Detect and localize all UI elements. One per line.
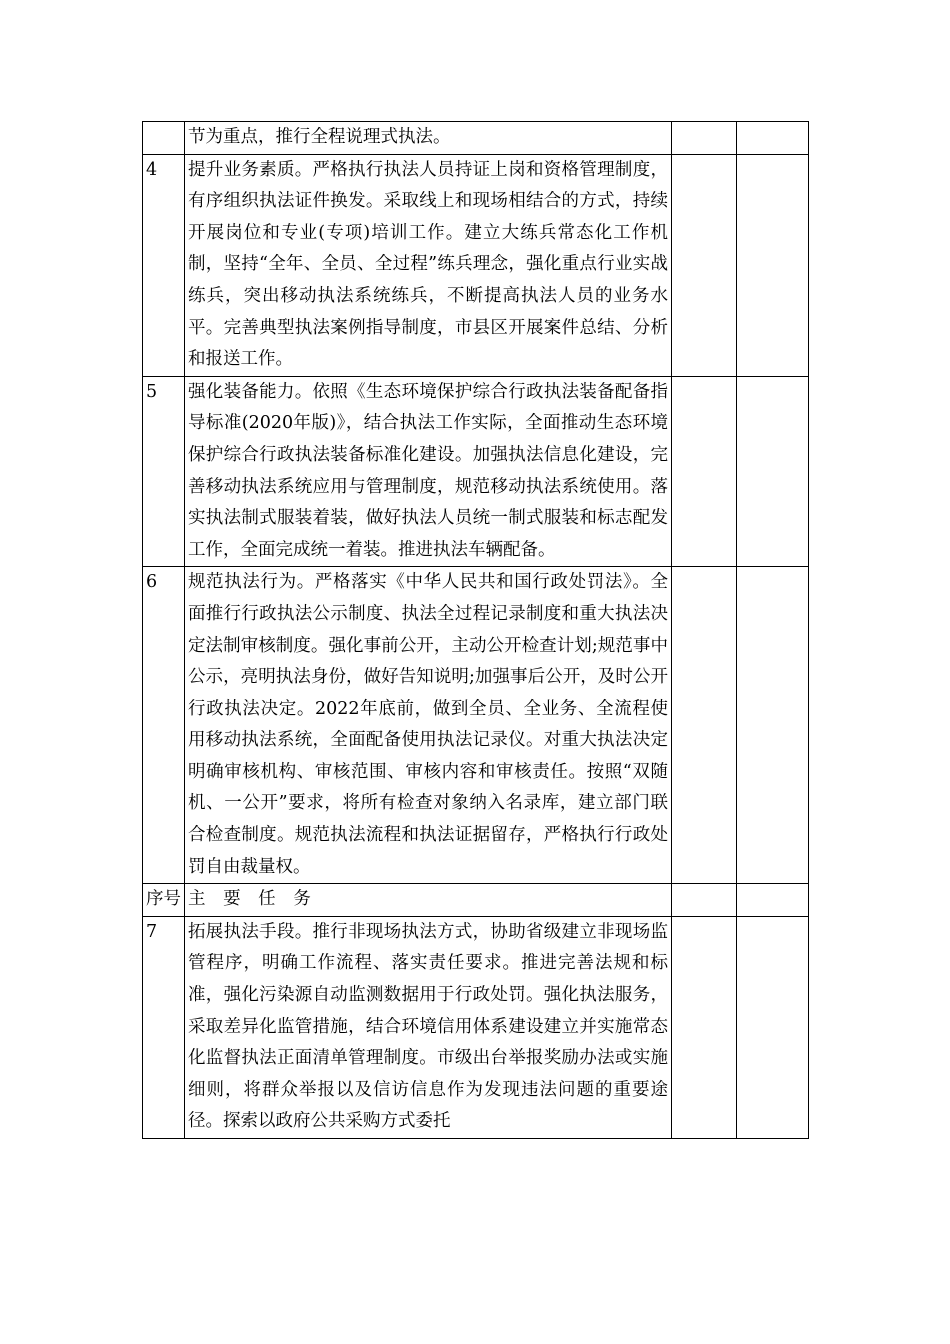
task-table	[142, 121, 809, 1139]
blank-cell	[672, 154, 737, 376]
row-task-text: 提升业务素质。严格执行执法人员持证上岗和资格管理制度，有序组织执法证件换发。采取线上和现场相结合的方式，持续开展岗位和专业(专项)培训工作。建立大练兵常态化工作机制，坚持“全年、全员、全过程”练兵理念，强化重点行业实战练兵，突出移动执法系统练兵，不断提高执法人员的业务水平。完善典型执法案例指导制度，市县区开展案件总结、分析和报送工作。	[185, 154, 672, 376]
table-row	[143, 376, 809, 567]
blank-cell	[737, 154, 809, 376]
row-index	[143, 122, 185, 155]
row-task-text: 强化装备能力。依照《生态环境保护综合行政执法装备配备指导标准(2020年版)》，结合执法工作实际，全面推动生态环境保护综合行政执法装备标准化建设。加强执法信息化建设，完善移动执法系统应用与管理制度，规范移动执法系统使用。落实执法制式服装着装，做好执法人员统一制式服装和标志配发工作，全面完成统一着装。推进执法车辆配备。	[185, 376, 672, 567]
blank-cell	[672, 916, 737, 1138]
blank-cell	[737, 916, 809, 1138]
table-row	[143, 122, 809, 155]
table-row	[143, 567, 809, 884]
row-task-text: 规范执法行为。严格落实《中华人民共和国行政处罚法》。全面推行行政执法公示制度、执法全过程记录制度和重大执法决定法制审核制度。强化事前公开，主动公开检查计划;规范事中公示，亮明执法身份，做好告知说明;加强事后公开，及时公开行政执法决定。2022年底前，做到全员、全业务、全流程使用移动执法系统，全面配备使用执法记录仪。对重大执法决定明确审核机构、审核范围、审核内容和审核责任。按照“双随机、一公开”要求，将所有检查对象纳入名录库，建立部门联合检查制度。规范执法流程和执法证据留存，严格执行行政处罚自由裁量权。	[185, 567, 672, 884]
row-task-text: 拓展执法手段。推行非现场执法方式，协助省级建立非现场监管程序，明确工作流程、落实责任要求。推进完善法规和标准，强化污染源自动监测数据用于行政处罚。强化执法服务，采取差异化监管措施，结合环境信用体系建设建立并实施常态化监督执法正面清单管理制度。市级出台举报奖励办法或实施细则，将群众举报以及信访信息作为发现违法问题的重要途径。探索以政府公共采购方式委托	[185, 916, 672, 1138]
blank-cell	[737, 122, 809, 155]
table-row	[143, 916, 809, 1138]
header-task: 主 要 任 务	[185, 884, 672, 917]
table-header-row	[143, 884, 809, 917]
header-index: 序号	[143, 884, 185, 917]
blank-cell	[672, 567, 737, 884]
row-index: 7	[143, 916, 185, 1138]
row-index: 4	[143, 154, 185, 376]
row-index: 6	[143, 567, 185, 884]
blank-cell	[672, 884, 737, 917]
blank-cell	[672, 122, 737, 155]
blank-cell	[737, 376, 809, 567]
blank-cell	[737, 567, 809, 884]
table-row	[143, 154, 809, 376]
blank-cell	[737, 884, 809, 917]
blank-cell	[672, 376, 737, 567]
row-index: 5	[143, 376, 185, 567]
row-task-text: 节为重点，推行全程说理式执法。	[185, 122, 672, 155]
